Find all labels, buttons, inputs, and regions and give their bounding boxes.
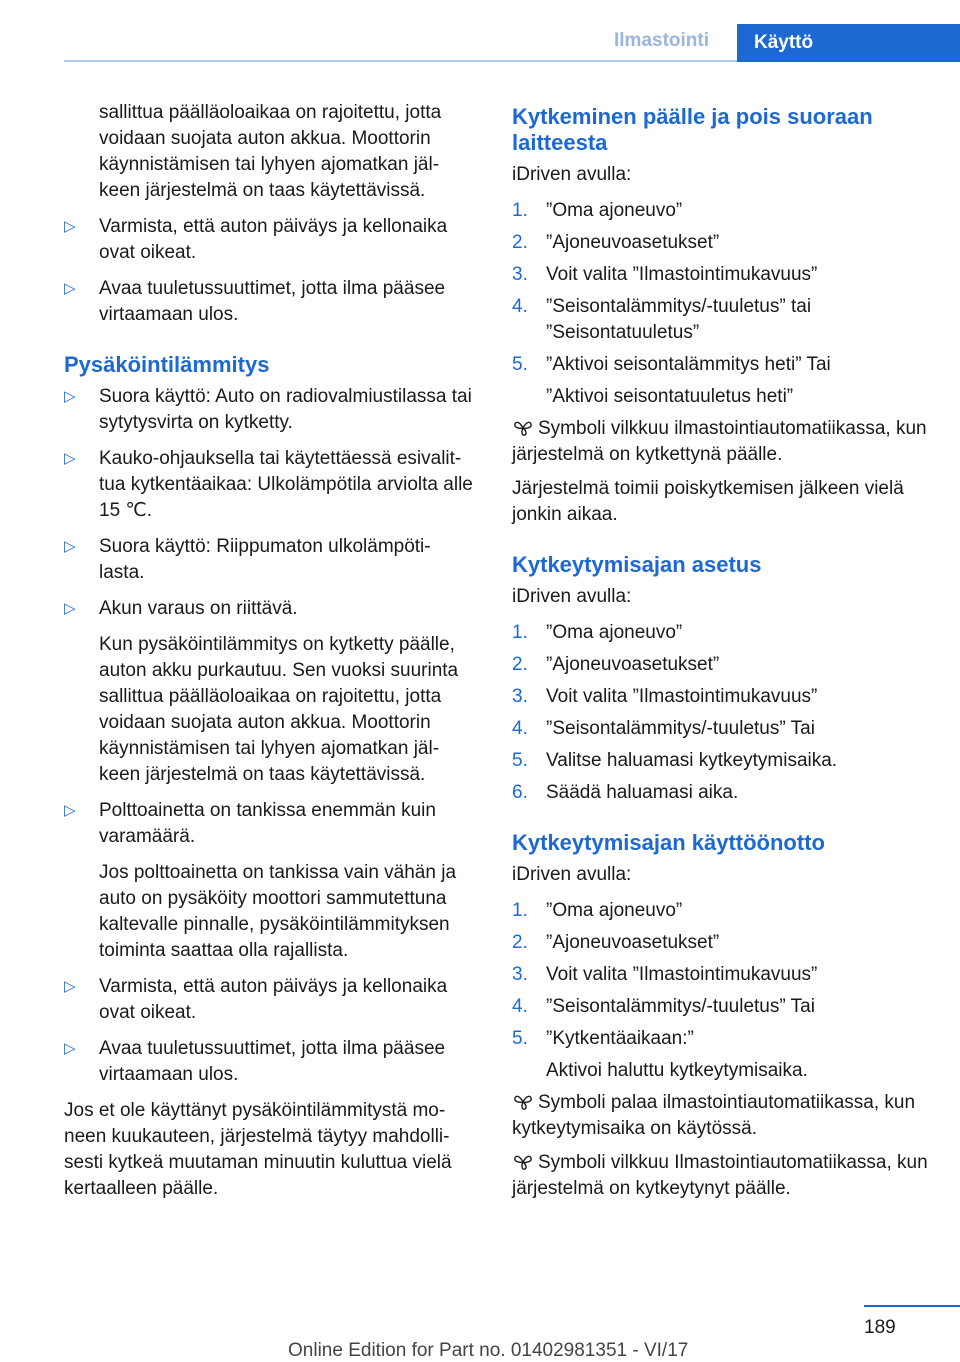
bullet-item: ▷ Polttoainetta on tankissa enemmän kuin varamäärä. bbox=[64, 800, 436, 847]
numbered-step: 3. Voit valita ”Ilmastointimukavuus” bbox=[512, 964, 818, 985]
numbered-step: 3. Voit valita ”Ilmastointimukavuus” bbox=[512, 686, 818, 707]
fan-icon bbox=[512, 1153, 534, 1171]
closing-paragraph: Jos et ole käyttänyt pysäköintilämmitystä mo‐ neen kuukauteen, järjestelmä täytyy mahdolli‐ sesti kytkeä muutaman minuutin kuluttua vielä kertaalleen päälle. bbox=[64, 1100, 452, 1199]
bullet-sub-paragraph: Jos polttoainetta on tankissa vain vähän ja auto on pysäköity moottori sammutettuna kaltevalle pinnalle, pysäköintilämmityksen toiminta saattaa olla rajallista. bbox=[99, 862, 457, 961]
header-tab-kaytto[interactable]: Käyttö bbox=[737, 24, 960, 62]
numbered-step: 1. ”Oma ajoneuvo” bbox=[512, 900, 683, 921]
left-column bbox=[64, 100, 480, 1212]
numbered-step: 5. Valitse haluamasi kytkeytymisaika. bbox=[512, 750, 838, 771]
step-sub-text: ”Aktivoi seisontatuuletus heti” bbox=[546, 386, 794, 407]
triangle-bullet-icon: ▷ bbox=[64, 600, 76, 617]
page-number: 189 bbox=[864, 1317, 896, 1338]
triangle-bullet-icon: ▷ bbox=[64, 218, 76, 235]
intro-text: iDriven avulla: bbox=[512, 864, 632, 885]
bullet-sub-paragraph: Kun pysäköintilämmitys on kytketty päälle, auton akku purkautuu. Sen vuoksi suurinta sallittua päälläoloaikaa on rajoitettu, jotta voidaan suojata auton akkua. Moottorin käynnistämisen tai lyhyen ajomatkan jäl‐ keen järjestelmä on taas käytettävissä. bbox=[99, 634, 459, 785]
fan-icon bbox=[512, 1093, 534, 1111]
bullet-item: ▷ Avaa tuuletussuuttimet, jotta ilma pääsee virtaamaan ulos. bbox=[64, 1038, 446, 1085]
icon-note: Symboli vilkkuu ilmastointiautomatiikassa, kun järjestelmä on kytkettynä päälle. bbox=[512, 418, 927, 465]
bullet-item: ▷ Varmista, että auton päiväys ja kellonaika ovat oikeat. bbox=[64, 216, 448, 263]
numbered-step: 3. Voit valita ”Ilmastointimukavuus” bbox=[512, 264, 818, 285]
section-heading-pysakointilammitys: Pysäköintilämmitys bbox=[64, 352, 270, 377]
bullet-item: ▷ Suora käyttö: Auto on radiovalmiustilassa tai sytytysvirta on kytketty. bbox=[64, 386, 472, 433]
triangle-bullet-icon: ▷ bbox=[64, 538, 76, 555]
bullet-item: ▷ Avaa tuuletussuuttimet, jotta ilma pääsee virtaamaan ulos. bbox=[64, 278, 446, 325]
triangle-bullet-icon: ▷ bbox=[64, 450, 76, 467]
bullet-item: ▷ Akun varaus on riittävä. bbox=[64, 596, 480, 622]
numbered-step: 2. ”Ajoneuvoasetukset” bbox=[512, 232, 720, 253]
numbered-step: 4. ”Seisontalämmitys/-tuuletus” Tai bbox=[512, 996, 815, 1017]
intro-text: iDriven avulla: bbox=[512, 164, 632, 185]
numbered-step: 5. ”Aktivoi seisontalämmitys heti” Tai bbox=[512, 354, 831, 375]
triangle-bullet-icon: ▷ bbox=[64, 280, 76, 297]
triangle-bullet-icon: ▷ bbox=[64, 1040, 76, 1057]
section-heading-kytkeytymisajan-kayttoonotto: Kytkeytymisajan käyttöönotto bbox=[512, 830, 825, 855]
triangle-bullet-icon: ▷ bbox=[64, 978, 76, 995]
right-column bbox=[512, 100, 932, 1210]
intro-text: iDriven avulla: bbox=[512, 586, 632, 607]
numbered-step: 2. ”Ajoneuvoasetukset” bbox=[512, 654, 720, 675]
icon-note: Symboli palaa ilmastointiautomatiikassa, kun kytkeytymisaika on käytössä. bbox=[512, 1092, 916, 1139]
bullet-item: ▷ Suora käyttö: Riippumaton ulkolämpöti‐ lasta. bbox=[64, 536, 431, 583]
numbered-step: 4. ”Seisontalämmitys/-tuuletus” Tai bbox=[512, 718, 815, 739]
numbered-step: 1. ”Oma ajoneuvo” bbox=[512, 200, 683, 221]
triangle-bullet-icon: ▷ bbox=[64, 802, 76, 819]
continued-paragraph: sallittua päälläoloaikaa on rajoitettu, jotta voidaan suojata auton akkua. Moottorin käynnistämisen tai lyhyen ajomatkan jäl‐ keen järjestelmä on taas käytettävissä. bbox=[99, 102, 442, 201]
numbered-step: 4. ”Seisontalämmitys/-tuuletus” tai ”Seisontatuuletus” bbox=[512, 296, 812, 343]
fan-icon bbox=[512, 419, 534, 437]
numbered-step: 6. Säädä haluamasi aika. bbox=[512, 782, 739, 803]
footer-edition: Online Edition for Part no. 01402981351 - VI/17 bbox=[288, 1340, 689, 1361]
icon-note: Symboli vilkkuu Ilmastointiautomatiikassa, kun järjestelmä on kytkeytynyt päälle. bbox=[512, 1152, 928, 1199]
bullet-item: ▷ Varmista, että auton päiväys ja kellonaika ovat oikeat. bbox=[64, 976, 448, 1023]
footer-rule bbox=[864, 1305, 960, 1307]
numbered-step: 1. ”Oma ajoneuvo” bbox=[512, 622, 683, 643]
numbered-step: 5. ”Kytkentäaikaan:” bbox=[512, 1028, 694, 1049]
section-heading-kytkeminen: Kytkeminen päälle ja pois suoraan laitteesta bbox=[512, 104, 873, 155]
note-text: Järjestelmä toimii poiskytkemisen jälkeen vielä jonkin aikaa. bbox=[512, 478, 904, 525]
numbered-step: 2. ”Ajoneuvoasetukset” bbox=[512, 932, 720, 953]
section-heading-kytkeytymisajan-asetus: Kytkeytymisajan asetus bbox=[512, 552, 762, 577]
triangle-bullet-icon: ▷ bbox=[64, 388, 76, 405]
step-sub-text: Aktivoi haluttu kytkeytymisaika. bbox=[546, 1060, 808, 1081]
header-section[interactable]: Ilmastointi bbox=[614, 30, 710, 51]
bullet-item: ▷ Kauko-ohjauksella tai käytettäessä esivalit‐ tua kytkentäaikaa: Ulkolämpötila arviolta alle 15 ℃. bbox=[64, 448, 473, 521]
